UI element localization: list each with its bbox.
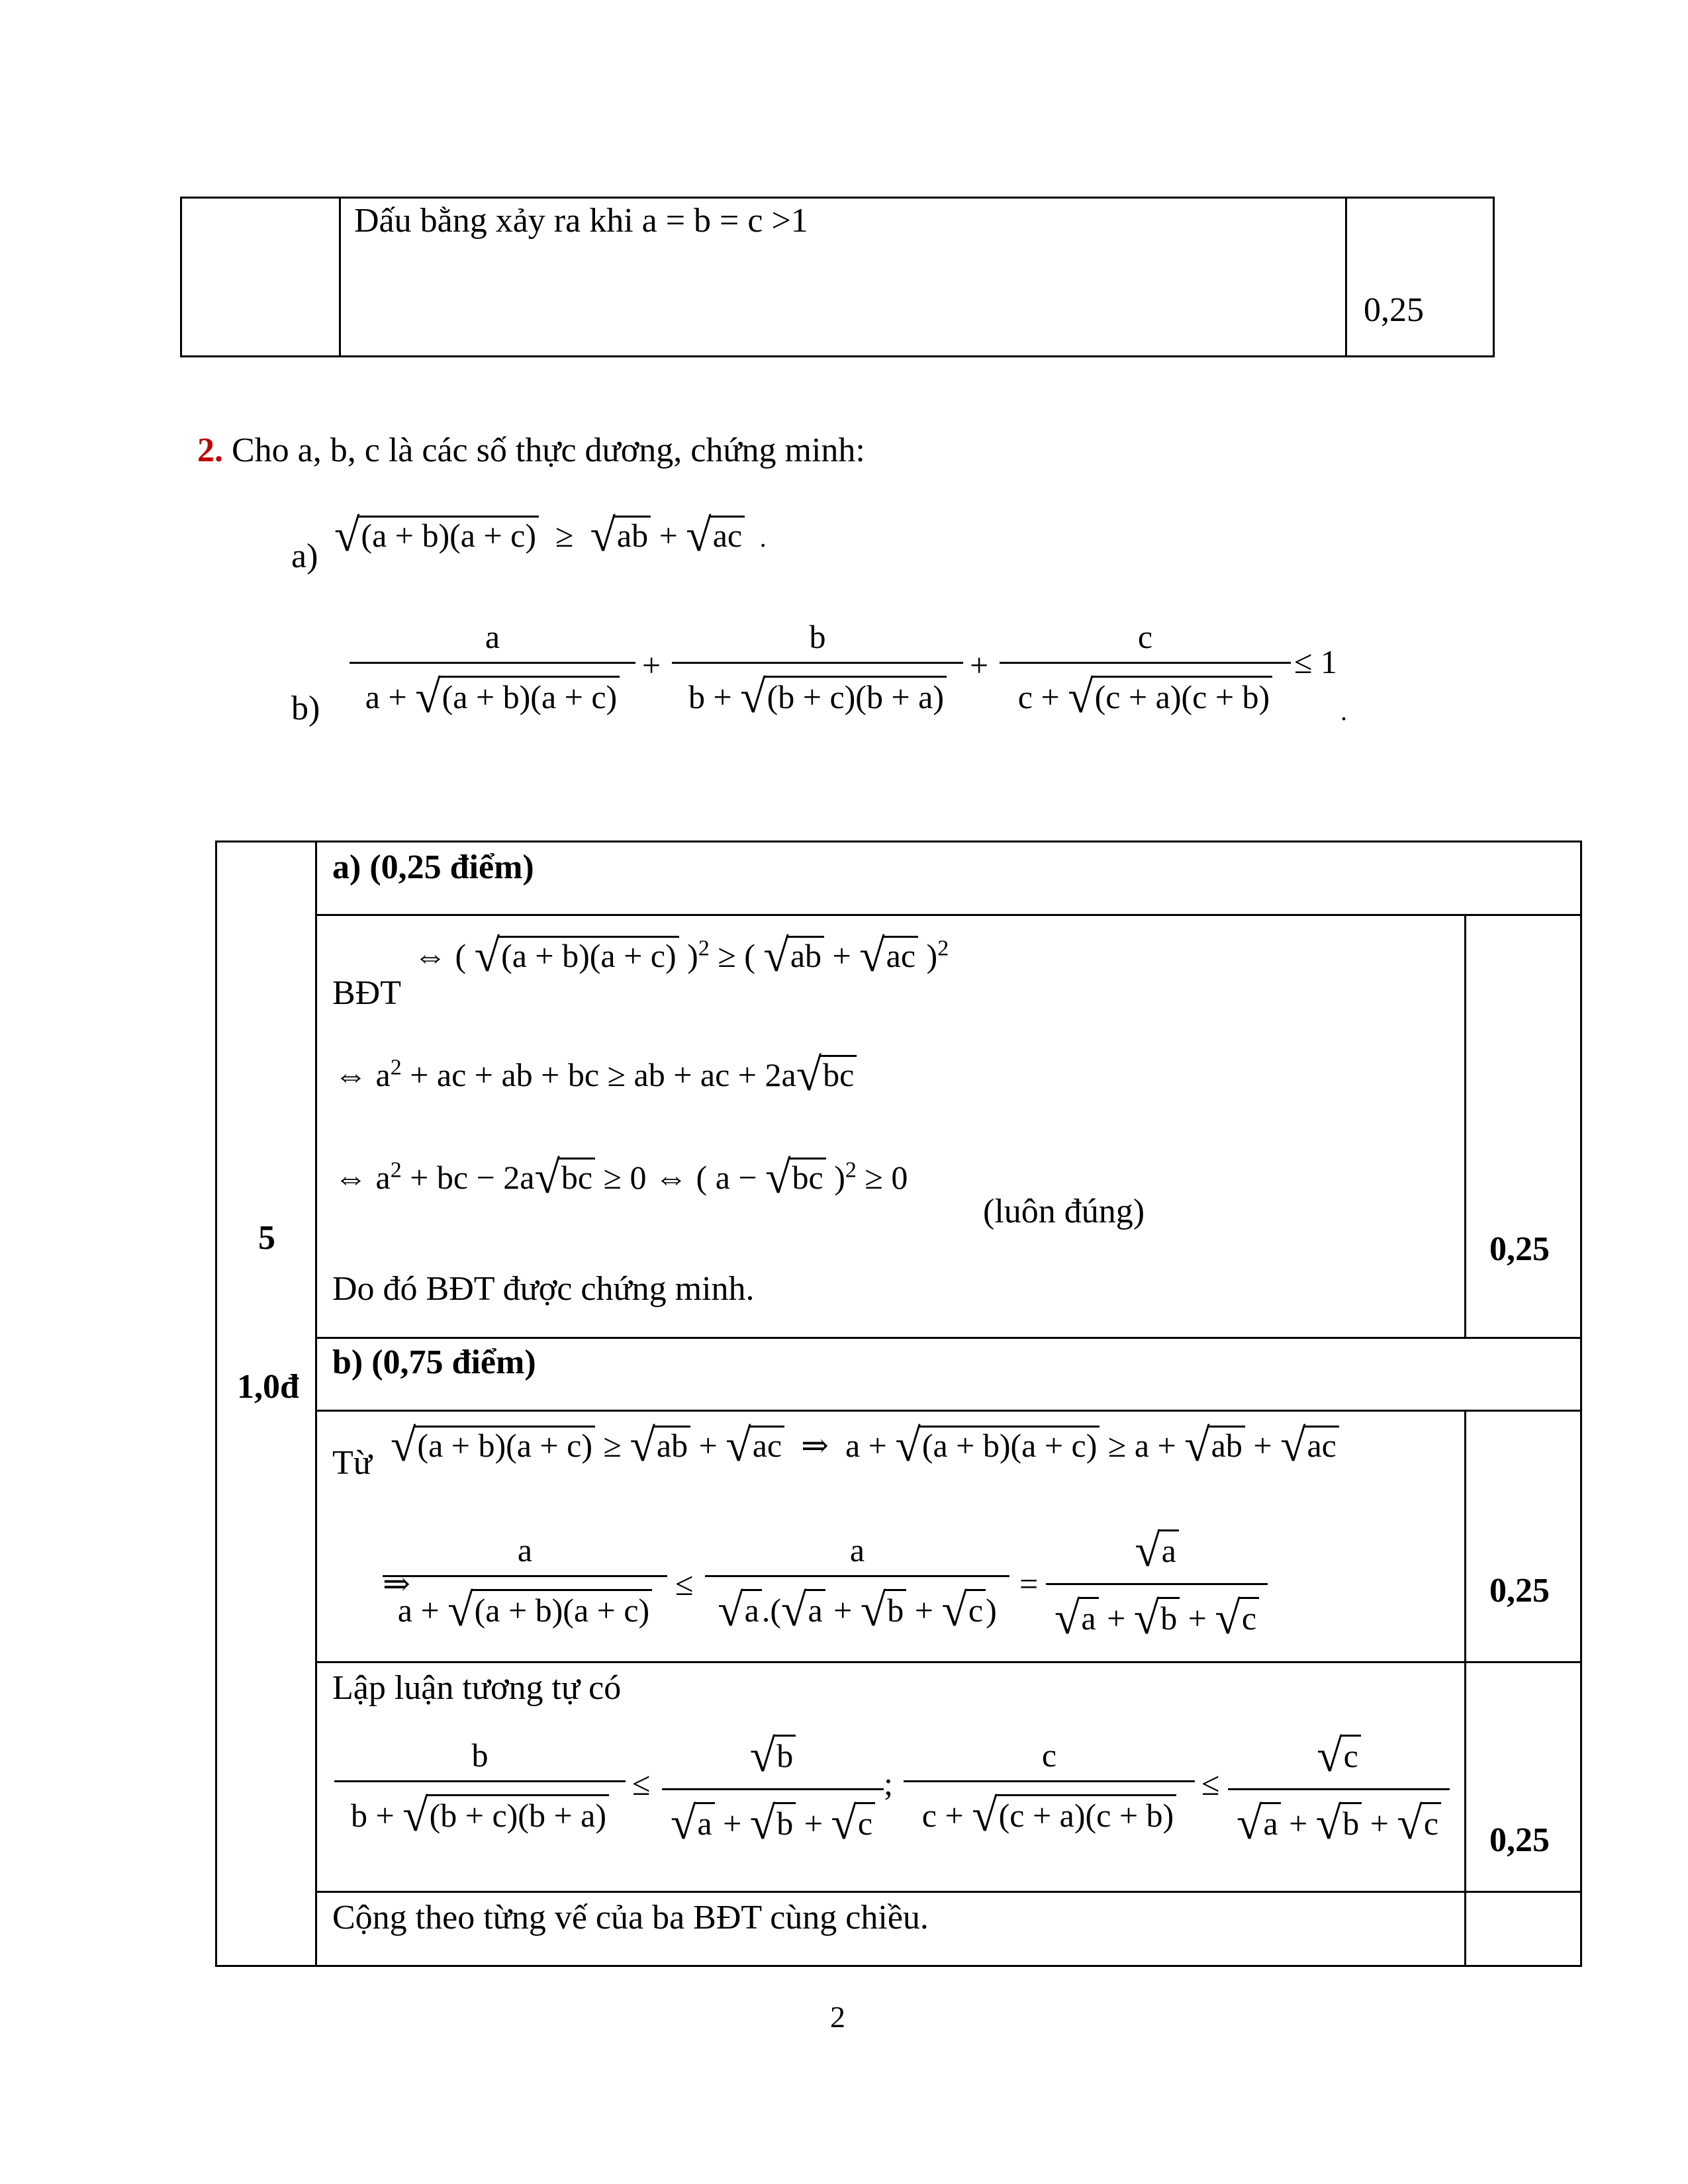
score-col-divider-2: [1464, 1410, 1466, 1967]
plus-sign: +: [970, 647, 989, 684]
part-a-conclusion: Do đó BĐT được chứng minh.: [332, 1270, 755, 1308]
part-b-frac-b: $\frac{b}{b + √(b + c)(b + a)}$: [334, 1737, 626, 1841]
part-b-header: b) (0,75 điểm): [332, 1343, 536, 1381]
part-b-label: b): [291, 690, 320, 727]
part-b-final: Cộng theo từng vế của ba BĐT cùng chiều.: [332, 1899, 929, 1936]
row-divider: [315, 1661, 1582, 1663]
top-table-divider-1: [339, 197, 341, 357]
part-a-score: 0,25: [1489, 1230, 1550, 1268]
page-number: 2: [830, 2000, 845, 2034]
part-a-prefix: BĐT: [332, 974, 401, 1012]
part-a-note: (luôn đúng): [983, 1193, 1145, 1230]
part-b-reasoning: Lập luận tương tự có: [332, 1669, 622, 1707]
part-b-frac-1: $\frac{a}{a + √(a + b)(a + c)}$: [383, 1532, 667, 1636]
part-b-fraction-b: $\frac{b}{b + √(b + c)(b + a)}$: [672, 619, 963, 723]
solution-col-divider: [315, 841, 317, 1967]
leq-sign: ≤: [632, 1765, 651, 1802]
problem-statement: [197, 433, 865, 468]
score-col-divider-1: [1464, 914, 1466, 1338]
part-b-frac-b-rhs: $\frac{√b}{√a + √b + √c}$: [662, 1731, 884, 1849]
top-table-divider-2: [1345, 197, 1347, 357]
semicolon: ;: [884, 1765, 893, 1802]
part-a-step-3: ⇔ $a^2$ + bc − 2a√bc ≥ 0 ⇔ ( a − √bc )$^2$ ≥ 0: [334, 1152, 908, 1203]
equality-condition: Dấu bằng xảy ra khi a = b = c >1: [354, 202, 808, 240]
part-b-frac-2: $\frac{a}{√a.(√a + √b + √c)}$: [705, 1532, 1009, 1636]
problem-text: Cho a, b, c là các số thực dương, chứng minh:: [232, 432, 865, 469]
equals-sign: =: [1019, 1565, 1039, 1602]
implies-sign: ⇒: [383, 1565, 410, 1602]
part-a-header: a) (0,25 điểm): [332, 848, 534, 886]
part-b-period: .: [1340, 696, 1347, 726]
row-divider: [315, 914, 1582, 916]
plus-sign: +: [642, 647, 661, 684]
part-b-score-2: 0,25: [1489, 1821, 1550, 1859]
part-b-fraction-c: $\frac{c}{c + √(c + a)(c + b)}$: [1000, 619, 1291, 723]
part-b-rhs: ≤ 1: [1294, 643, 1337, 680]
row-divider: [315, 1891, 1582, 1893]
leq-sign: ≤: [675, 1565, 694, 1602]
part-a-step-1: ⇔ ( √(a + b)(a + c) )$^2$ ≥ ( √ab + √ac )$^2$: [414, 931, 949, 981]
part-b-frac-3: $\frac{√a}{√a + √b + √c}$: [1046, 1525, 1268, 1644]
part-a-step-2: ⇔ $a^2$ + ac + ab + bc ≥ ab + ac + 2a√bc: [334, 1052, 857, 1099]
leq-sign: ≤: [1201, 1765, 1220, 1802]
part-b-fraction-a: $\frac{a}{a + √(a + b)(a + c)}$: [350, 619, 635, 723]
row-divider: [315, 1337, 1582, 1339]
row-divider: [315, 1410, 1582, 1412]
part-b-frac-c: $\frac{c}{c + √(c + a)(c + b)}$: [904, 1737, 1195, 1841]
total-points: 1,0đ: [237, 1368, 299, 1406]
question-number: 5: [258, 1219, 275, 1257]
part-a-label: a): [291, 537, 318, 575]
part-b-frac-c-rhs: $\frac{√c}{√a + √b + √c}$: [1228, 1731, 1450, 1849]
part-a-expression: √(a + b)(a + c) ≥ √ab + √ac .: [334, 510, 767, 561]
top-table-score: 0,25: [1364, 291, 1424, 329]
part-b-score-1: 0,25: [1489, 1572, 1550, 1610]
problem-number: 2.: [197, 432, 223, 469]
part-b-step-1: √(a + b)(a + c) ≥ √ab + √ac ⇒ a + √(a + b)(a + c) ≥ a + √ab + √ac: [391, 1423, 1339, 1469]
part-b-prefix: Từ: [332, 1444, 372, 1482]
